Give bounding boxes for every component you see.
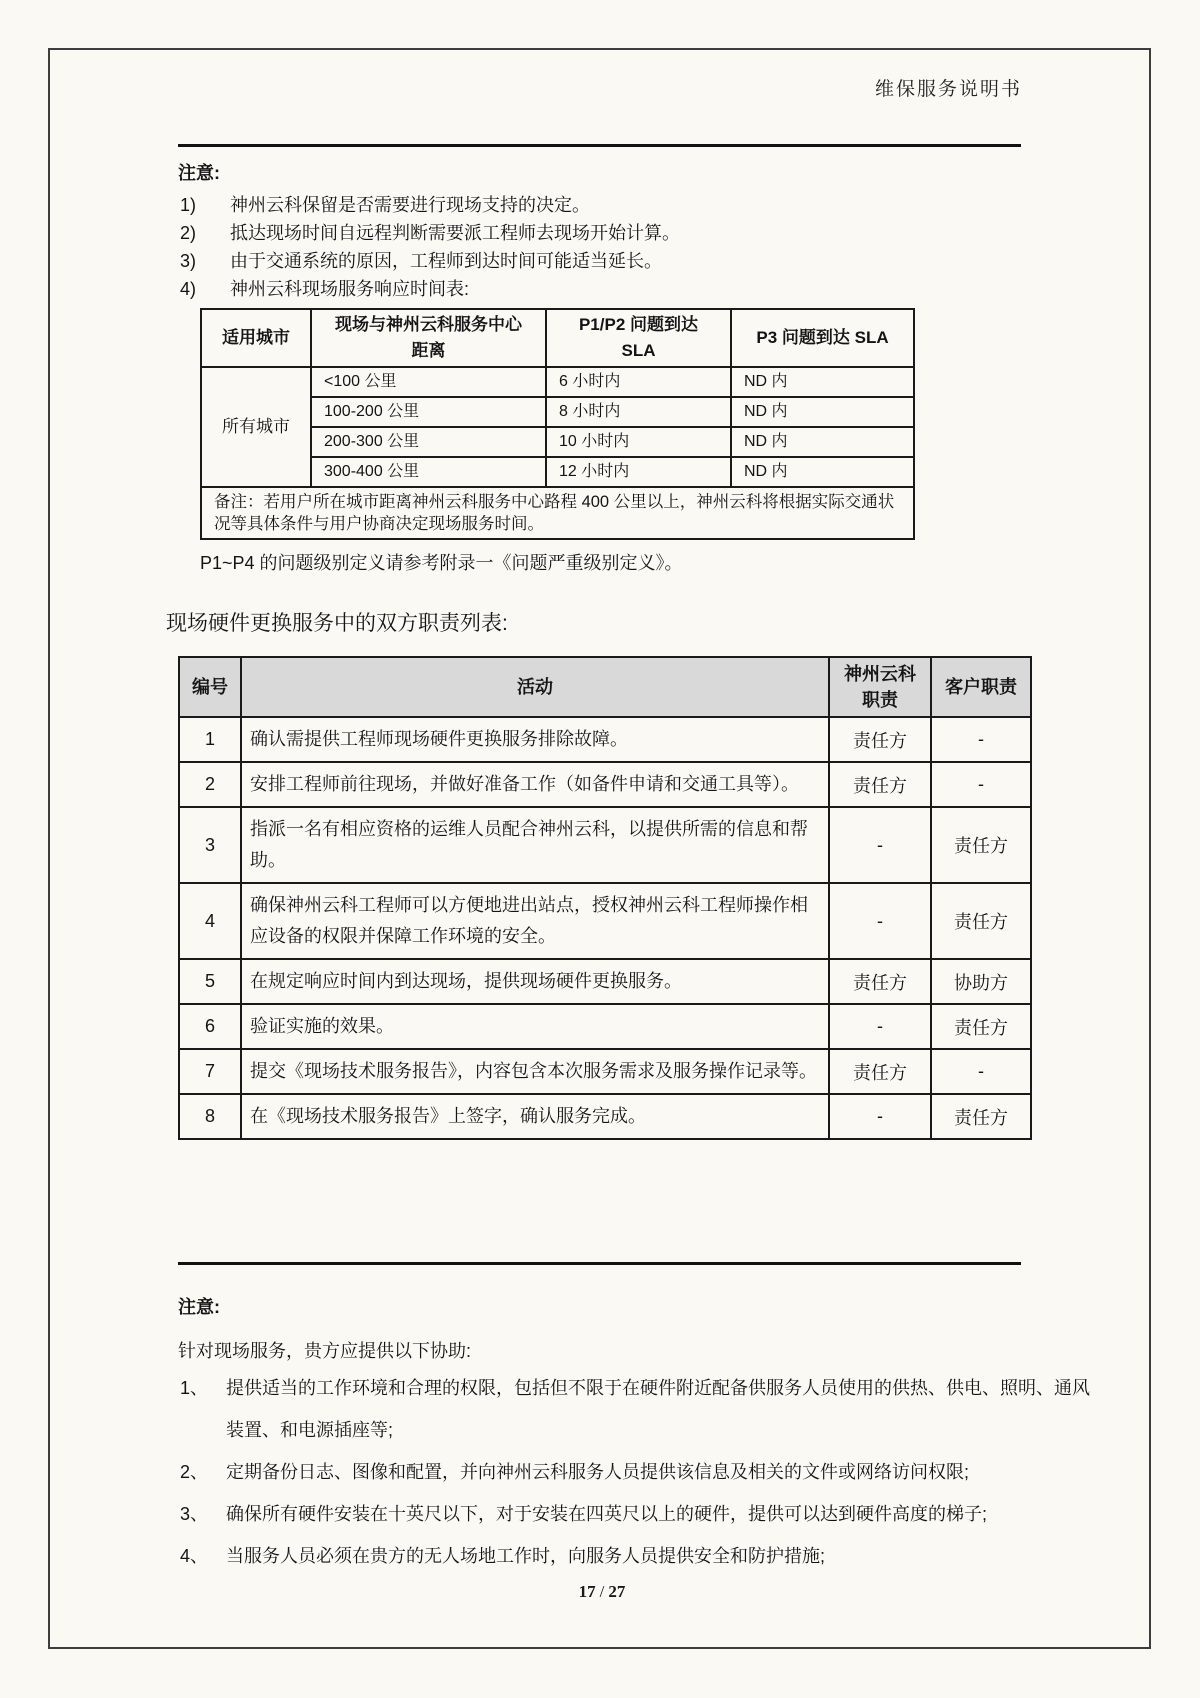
item-text: 定期备份日志、图像和配置，并向神州云科服务人员提供该信息及相关的文件或网络访问权限; [226,1462,969,1482]
duty-vendor-cell: - [829,1094,931,1139]
list-item [180,191,1154,219]
duty-activity-cell: 指派一名有相应资格的运维人员配合神州云科，以提供所需的信息和帮助。 [241,807,829,883]
duty-customer-cell: 责任方 [931,807,1031,883]
bottom-horizontal-rule [178,1262,1021,1265]
header-line: 神州云科 [844,664,916,684]
distance-cell: 300-400 公里 [311,457,546,487]
p3-sla-cell: ND 内 [731,367,914,397]
bottom-notice-section [50,1262,1154,1577]
header-line: 编号 [192,677,228,697]
header-line: 适用城市 [222,328,290,347]
duty-vendor-cell: 责任方 [829,1049,931,1094]
duty-activity-cell: 确认需提供工程师现场硬件更换服务排除故障。 [241,717,829,762]
list-item [180,247,1154,275]
page-content [50,0,1154,1698]
list-item [180,219,1154,247]
footer-total-pages: 27 [608,1582,626,1601]
duty-no-cell: 7 [179,1049,241,1094]
item-number: 2、 [180,1462,209,1482]
duty-header-vendor [829,657,931,717]
item-number: 3、 [180,1504,209,1524]
duty-header-activity [241,657,829,717]
header-line: P3 问题到达 SLA [756,328,889,347]
duty-customer-cell: - [931,1049,1031,1094]
sla-header-p3 [731,309,914,367]
duty-table [178,656,1032,1140]
duty-vendor-cell: - [829,1004,931,1049]
duty-row [179,717,1031,762]
p3-sla-cell: ND 内 [731,397,914,427]
duty-vendor-cell: - [829,807,931,883]
duty-row [179,1004,1031,1049]
item-text: 神州云科现场服务响应时间表: [230,279,469,299]
item-text: 确保所有硬件安装在十英尺以下，对于安装在四英尺以上的硬件，提供可以达到硬件高度的梯子; [226,1504,987,1524]
duty-no-cell: 3 [179,807,241,883]
distance-cell: 200-300 公里 [311,427,546,457]
p12-sla-cell: 8 小时内 [546,397,731,427]
table-header-row [201,309,914,367]
duty-customer-cell: - [931,717,1031,762]
notice-top-heading: 注意: [178,163,220,183]
list-item [180,275,1154,303]
item-number: 2) [180,223,197,243]
duty-activity-cell: 验证实施的效果。 [241,1004,829,1049]
header-line: 职责 [862,690,898,710]
duty-vendor-cell: 责任方 [829,762,931,807]
notice-bottom-heading: 注意: [178,1297,220,1317]
duty-activity-cell: 提交《现场技术服务报告》，内容包含本次服务需求及服务操作记录等。 [241,1049,829,1094]
item-text: 提供适当的工作环境和合理的权限，包括但不限于在硬件附近配备供服务人员使用的供热、供电、照明、通风装置、和电源插座等; [226,1378,1090,1440]
item-number: 3) [180,251,197,271]
duty-no-cell: 5 [179,959,241,1004]
footer-separator: / [599,1582,605,1601]
p3-sla-cell: ND 内 [731,457,914,487]
sla-header-distance [311,309,546,367]
doc-header-title: 维保服务说明书 [874,79,1022,100]
duty-row [179,959,1031,1004]
duty-customer-cell: 责任方 [931,883,1031,959]
city-cell: 所有城市 [201,367,311,487]
notice-top-list [180,191,1154,303]
list-item [180,1367,1154,1451]
sla-header-p12 [546,309,731,367]
header-line: SLA [621,341,656,360]
table-row [201,367,914,397]
header-line: 客户职责 [945,677,1017,697]
duty-vendor-cell: 责任方 [829,717,931,762]
duty-vendor-cell: 责任方 [829,959,931,1004]
table-header-row [179,657,1031,717]
item-number: 4、 [180,1546,209,1566]
header-line: P1/P2 问题到达 [578,315,699,334]
duty-row [179,807,1031,883]
p3-sla-cell: ND 内 [731,427,914,457]
duty-no-cell: 6 [179,1004,241,1049]
item-text: 抵达现场时间自远程判断需要派工程师去现场开始计算。 [230,223,680,243]
sla-response-table [200,308,915,540]
notice-bottom-list [180,1367,1154,1577]
item-text: 当服务人员必须在贵方的无人场地工作时，向服务人员提供安全和防护措施; [226,1546,825,1566]
item-text: 神州云科保留是否需要进行现场支持的决定。 [230,195,590,215]
distance-cell: 100-200 公里 [311,397,546,427]
item-number: 4) [180,279,197,299]
duty-no-cell: 8 [179,1094,241,1139]
header-line: 距离 [411,341,446,360]
duty-vendor-cell: - [829,883,931,959]
item-number: 1、 [180,1378,209,1398]
top-horizontal-rule [178,144,1021,147]
duty-activity-cell: 在《现场技术服务报告》上签字，确认服务完成。 [241,1094,829,1139]
duty-row [179,762,1031,807]
duty-customer-cell: 责任方 [931,1094,1031,1139]
sla-note-cell: 备注：若用户所在城市距离神州云科服务中心路程 400 公里以上，神州云科将根据实际交通状况等具体条件与用户协商决定现场服务时间。 [201,487,914,539]
duty-customer-cell: - [931,762,1031,807]
duty-no-cell: 4 [179,883,241,959]
duty-customer-cell: 协助方 [931,959,1031,1004]
duty-customer-cell: 责任方 [931,1004,1031,1049]
p1p4-definition-note: P1~P4 的问题级别定义请参考附录一《问题严重级别定义》。 [200,553,683,573]
duty-activity-cell: 确保神州云科工程师可以方便地进出站点，授权神州云科工程师操作相应设备的权限并保障工作环境的安全。 [241,883,829,959]
duty-no-cell: 1 [179,717,241,762]
header-line: 活动 [517,677,553,697]
footer-current-page: 17 [578,1582,596,1601]
p12-sla-cell: 12 小时内 [546,457,731,487]
duty-activity-cell: 安排工程师前往现场，并做好准备工作（如备件申请和交通工具等）。 [241,762,829,807]
duty-row [179,1049,1031,1094]
duty-activity-cell: 在规定响应时间内到达现场，提供现场硬件更换服务。 [241,959,829,1004]
duty-header-no [179,657,241,717]
header-line: 现场与神州云科服务中心 [335,315,522,334]
duty-row [179,1094,1031,1139]
notice-bottom-intro: 针对现场服务，贵方应提供以下协助: [178,1341,471,1361]
item-text: 由于交通系统的原因，工程师到达时间可能适当延长。 [230,251,662,271]
distance-cell: <100 公里 [311,367,546,397]
section-title: 现场硬件更换服务中的双方职责列表: [166,612,508,635]
duty-no-cell: 2 [179,762,241,807]
p12-sla-cell: 10 小时内 [546,427,731,457]
list-item [180,1493,1154,1535]
list-item [180,1535,1154,1577]
table-note-row [201,487,914,539]
item-number: 1) [180,195,197,215]
footer-page-number [50,1582,1154,1602]
sla-header-city [201,309,311,367]
p12-sla-cell: 6 小时内 [546,367,731,397]
duty-header-customer [931,657,1031,717]
list-item [180,1451,1154,1493]
duty-row [179,883,1031,959]
